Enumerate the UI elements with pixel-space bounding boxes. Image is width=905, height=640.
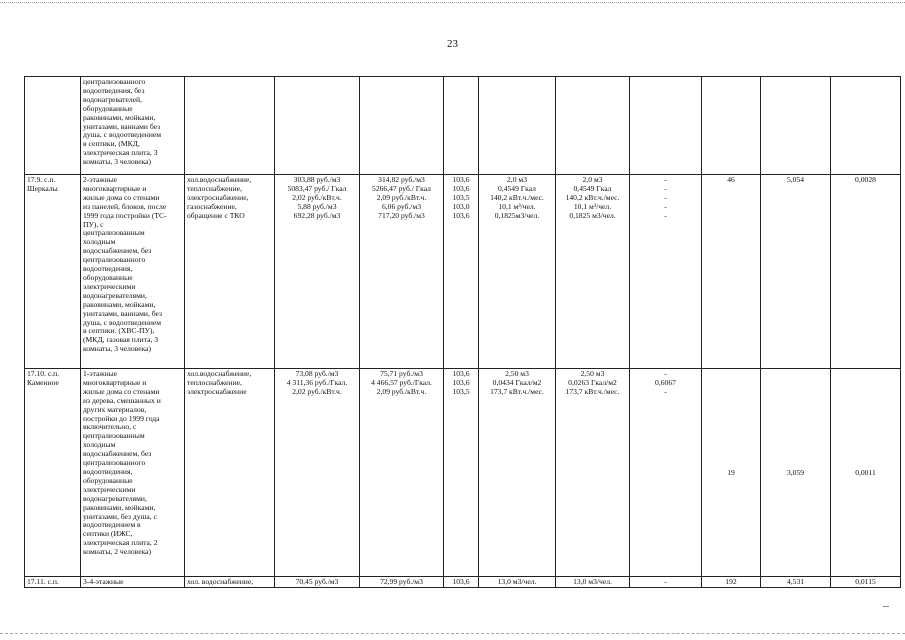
column-11-cell: 5,054 <box>761 175 831 369</box>
column-11-cell: 3,059 <box>761 369 831 577</box>
norm-new-cell: 13,0 м3/чел. <box>556 577 630 588</box>
settlement-cell: 17.11. с.п. <box>25 577 81 588</box>
column-10-cell <box>702 77 761 175</box>
column-12-cell <box>831 77 901 175</box>
services-cell <box>185 77 275 175</box>
tariff-new-cell <box>360 77 444 175</box>
settlement-cell: 17.9. с.п. Шеркалы <box>25 175 81 369</box>
tariff-current-cell: 70,45 руб./м3 <box>275 577 360 588</box>
column-10-cell: 19 <box>702 369 761 577</box>
scan-bottom-edge <box>0 633 905 634</box>
table-row <box>25 77 901 175</box>
tariff-current-cell: 303,88 руб./м3 5083,47 руб./ Гкал 2,02 руб./кВт.ч. 5,88 руб./м3 692,28 руб./м3 <box>275 175 360 369</box>
column-12-cell: 0,0028 <box>831 175 901 369</box>
table-row <box>25 175 901 369</box>
norm-current-cell: 13,0 м3/чел. <box>479 577 556 588</box>
housing-description-cell: 2-этажные многоквартирные и жилые дома со стенами из панелей, блоков, после 1999 года постройки (ТС- ПУ), с централизованным холодным водоснабжением, без централизованного водоотведения, оборудованные электрическими водонагревателями, раковинами, мойками, унитазами, ваннами, без душа, с водоотведением в септики. (ХВС-ПУ), (МКД, газовая плита, 3 комнаты, 3 человека) <box>81 175 185 369</box>
tariff-new-cell: 75,71 руб./м3 4 466,57 руб./Гкал. 2,09 руб./кВт.ч. <box>360 369 444 577</box>
table-row <box>25 369 901 577</box>
page-number: 23 <box>447 38 458 50</box>
norm-current-cell <box>479 77 556 175</box>
housing-description-cell: 3-4-этажные <box>81 577 185 588</box>
settlement-cell: 17.10. с.п. Каменное <box>25 369 81 577</box>
tariff-new-cell: 314,82 руб./м3 5266,47 руб./ Гкал 2,09 руб./кВт.ч. 6,06 руб./м3 717,20 руб./м3 <box>360 175 444 369</box>
column-12-cell: 0,0115 <box>831 577 901 588</box>
index-cell: 103,6 103,6 103,5 103,0 103,6 <box>444 175 479 369</box>
tariff-current-cell <box>275 77 360 175</box>
index-cell: 103,6 103,6 103,5 <box>444 369 479 577</box>
index-cell: 103,6 <box>444 577 479 588</box>
column-10-cell: 46 <box>702 175 761 369</box>
column-9-cell: - <box>630 577 702 588</box>
column-9-cell: - - - - - <box>630 175 702 369</box>
norm-new-cell: 2,0 м3 0,4549 Гкал 140,2 кВт.ч./мес. 10,1 м³/чел. 0,1825 м3/чел. <box>556 175 630 369</box>
column-9-cell <box>630 77 702 175</box>
services-cell: хол.водоснабжение, теплоснабжение, электроснабжение, газоснабжение, обращение с ТКО <box>185 175 275 369</box>
column-10-cell: 192 <box>702 577 761 588</box>
column-11-cell <box>761 77 831 175</box>
index-cell <box>444 77 479 175</box>
column-12-cell: 0,0011 <box>831 369 901 577</box>
column-11-cell: 4,531 <box>761 577 831 588</box>
norm-current-cell: 2,50 м3 0,0434 Гкал/м2 173,7 кВт.ч./мес. <box>479 369 556 577</box>
tariff-current-cell: 73,08 руб./м3 4 311,36 руб./Гкал. 2,02 руб./кВт.ч. <box>275 369 360 577</box>
services-cell: хол.водоснабжение, теплоснабжение, электроснабжение <box>185 369 275 577</box>
housing-description-cell: централизованного водоотведения, без водонагревателей, оборудованные раковинами, мойками, унитазами, ваннами без душа, с водоотведением в септики, (МКД, электрическая плита, 3 комнаты, 3 человека) <box>81 77 185 175</box>
scan-top-edge <box>0 2 905 3</box>
norm-new-cell <box>556 77 630 175</box>
norm-new-cell: 2,50 м3 0,0263 Гкал/м2 173,7 кВт.ч./мес. <box>556 369 630 577</box>
housing-description-cell: 1-этажные многоквартирные и жилые дома со стенами из дерева, смешанных и других материалов, постройки до 1999 года включительно, с централизованным холодным водоснабжением, без централизованного водоотведения, оборудованные электрическими водонагревателями, раковинами, мойками, унитазами, без душа, с водоотведением в септики (ИЖС, электрическая плита, 2 комнаты, 2 человека) <box>81 369 185 577</box>
tariff-table <box>24 76 901 588</box>
settlement-cell <box>25 77 81 175</box>
column-9-cell: - 0,6067 - <box>630 369 702 577</box>
table-row <box>25 577 901 588</box>
norm-current-cell: 2,0 м3 0,4549 Гкал 140,2 кВт.ч./мес. 10,1 м³/чел. 0,1825м3/чел. <box>479 175 556 369</box>
scan-mark <box>883 606 889 607</box>
services-cell: хол. водоснабжение, <box>185 577 275 588</box>
tariff-new-cell: 72,99 руб./м3 <box>360 577 444 588</box>
